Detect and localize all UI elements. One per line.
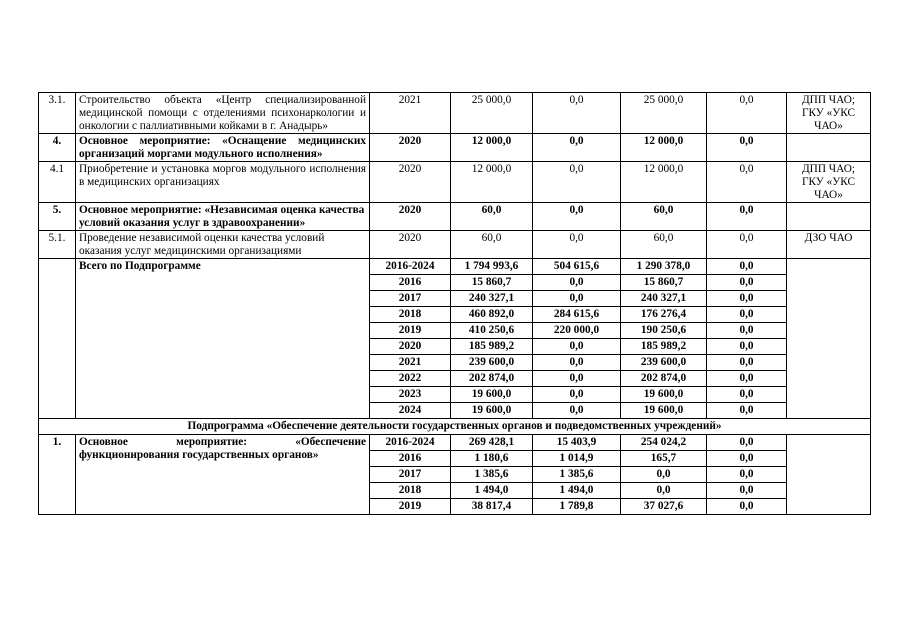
subprogram-heading: Подпрограмма «Обеспечение деятельности государственных органов и подведомственных учреждений» <box>39 419 871 435</box>
year-cell: 2021 <box>370 93 451 134</box>
year-cell: 2018 <box>370 483 451 499</box>
year-cell: 2016 <box>370 451 451 467</box>
total-cell: 460 892,0 <box>451 307 533 323</box>
empty-executor-cell <box>787 259 871 419</box>
federal-budget-cell: 0,0 <box>533 134 621 162</box>
total-cell: 60,0 <box>451 203 533 231</box>
other-sources-cell: 0,0 <box>707 371 787 387</box>
total-cell: 202 874,0 <box>451 371 533 387</box>
federal-budget-cell: 15 403,9 <box>533 435 621 451</box>
total-cell: 239 600,0 <box>451 355 533 371</box>
executor-cell <box>787 203 871 231</box>
year-cell: 2019 <box>370 499 451 515</box>
total-cell: 15 860,7 <box>451 275 533 291</box>
executor-cell: ДПП ЧАО; ГКУ «УКС ЧАО» <box>787 162 871 203</box>
year-cell: 2022 <box>370 371 451 387</box>
empty-number-cell <box>39 259 76 419</box>
total-cell: 1 385,6 <box>451 467 533 483</box>
table-row <box>39 93 871 134</box>
district-budget-cell: 19 600,0 <box>621 387 707 403</box>
federal-budget-cell: 284 615,6 <box>533 307 621 323</box>
other-sources-cell: 0,0 <box>707 323 787 339</box>
total-cell: 38 817,4 <box>451 499 533 515</box>
executor-cell <box>787 134 871 162</box>
activity-name: Строительство объекта «Центр специализированной медицинской помощи с отделениями психонаркологии и онкологии с паллиативными койками в г. Анадырь» <box>76 93 370 134</box>
other-sources-cell: 0,0 <box>707 231 787 259</box>
other-sources-cell: 0,0 <box>707 467 787 483</box>
federal-budget-cell: 1 385,6 <box>533 467 621 483</box>
year-cell: 2016-2024 <box>370 259 451 275</box>
year-cell: 2016 <box>370 275 451 291</box>
district-budget-cell: 37 027,6 <box>621 499 707 515</box>
district-budget-cell: 0,0 <box>621 467 707 483</box>
other-sources-cell: 0,0 <box>707 275 787 291</box>
year-cell: 2020 <box>370 203 451 231</box>
activity-name: Основное мероприятие: «Оснащение медицинских организаций моргами модульного исполнения» <box>76 134 370 162</box>
year-cell: 2018 <box>370 307 451 323</box>
other-sources-cell: 0,0 <box>707 162 787 203</box>
activity-name: Проведение независимой оценки качества условий оказания услуг медицинскими организациями <box>76 231 370 259</box>
federal-budget-cell: 504 615,6 <box>533 259 621 275</box>
district-budget-cell: 240 327,1 <box>621 291 707 307</box>
federal-budget-cell: 0,0 <box>533 162 621 203</box>
other-sources-cell: 0,0 <box>707 355 787 371</box>
other-sources-cell: 0,0 <box>707 203 787 231</box>
row-number: 3.1. <box>39 93 76 134</box>
year-cell: 2017 <box>370 467 451 483</box>
year-cell: 2017 <box>370 291 451 307</box>
federal-budget-cell: 0,0 <box>533 203 621 231</box>
subtotal-label: Всего по Подпрограмме <box>76 259 370 419</box>
district-budget-cell: 202 874,0 <box>621 371 707 387</box>
other-sources-cell: 0,0 <box>707 451 787 467</box>
row-number: 5.1. <box>39 231 76 259</box>
district-budget-cell: 185 989,2 <box>621 339 707 355</box>
federal-budget-cell: 0,0 <box>533 339 621 355</box>
district-budget-cell: 60,0 <box>621 203 707 231</box>
row-number: 4.1 <box>39 162 76 203</box>
table-row <box>39 231 871 259</box>
year-cell: 2020 <box>370 162 451 203</box>
year-cell: 2020 <box>370 339 451 355</box>
district-budget-cell: 1 290 378,0 <box>621 259 707 275</box>
table-row <box>39 162 871 203</box>
district-budget-cell: 165,7 <box>621 451 707 467</box>
federal-budget-cell: 0,0 <box>533 371 621 387</box>
district-budget-cell: 12 000,0 <box>621 134 707 162</box>
table-row <box>39 134 871 162</box>
total-cell: 1 494,0 <box>451 483 533 499</box>
other-sources-cell: 0,0 <box>707 387 787 403</box>
other-sources-cell: 0,0 <box>707 307 787 323</box>
other-sources-cell: 0,0 <box>707 483 787 499</box>
other-sources-cell: 0,0 <box>707 93 787 134</box>
subtotal-row <box>39 259 871 275</box>
total-cell: 12 000,0 <box>451 134 533 162</box>
year-cell: 2020 <box>370 134 451 162</box>
total-cell: 1 794 993,6 <box>451 259 533 275</box>
federal-budget-cell: 0,0 <box>533 403 621 419</box>
executor-cell: ДЗО ЧАО <box>787 231 871 259</box>
total-cell: 240 327,1 <box>451 291 533 307</box>
subprogram-heading-row <box>39 419 871 435</box>
budget-table <box>38 92 871 515</box>
district-budget-cell: 19 600,0 <box>621 403 707 419</box>
federal-budget-cell: 0,0 <box>533 231 621 259</box>
federal-budget-cell: 1 014,9 <box>533 451 621 467</box>
district-budget-cell: 15 860,7 <box>621 275 707 291</box>
activity-name: Основное мероприятие: «Независимая оценка качества условий оказания услуг в здравоохранении» <box>76 203 370 231</box>
federal-budget-cell: 0,0 <box>533 291 621 307</box>
district-budget-cell: 176 276,4 <box>621 307 707 323</box>
federal-budget-cell: 0,0 <box>533 387 621 403</box>
district-budget-cell: 190 250,6 <box>621 323 707 339</box>
other-sources-cell: 0,0 <box>707 339 787 355</box>
district-budget-cell: 25 000,0 <box>621 93 707 134</box>
total-cell: 410 250,6 <box>451 323 533 339</box>
other-sources-cell: 0,0 <box>707 134 787 162</box>
total-cell: 1 180,6 <box>451 451 533 467</box>
other-sources-cell: 0,0 <box>707 403 787 419</box>
total-cell: 12 000,0 <box>451 162 533 203</box>
district-budget-cell: 12 000,0 <box>621 162 707 203</box>
year-cell: 2016-2024 <box>370 435 451 451</box>
other-sources-cell: 0,0 <box>707 499 787 515</box>
year-cell: 2024 <box>370 403 451 419</box>
empty-executor-cell <box>787 435 871 515</box>
district-budget-cell: 0,0 <box>621 483 707 499</box>
other-sources-cell: 0,0 <box>707 435 787 451</box>
total-cell: 60,0 <box>451 231 533 259</box>
executor-cell: ДПП ЧАО; ГКУ «УКС ЧАО» <box>787 93 871 134</box>
row-number: 1. <box>39 435 76 515</box>
federal-budget-cell: 0,0 <box>533 355 621 371</box>
district-budget-cell: 239 600,0 <box>621 355 707 371</box>
table-row <box>39 435 871 451</box>
activity-name: Основное мероприятие: «Обеспечение функционирования государственных органов» <box>76 435 370 515</box>
activity-name: Приобретение и установка моргов модульного исполнения в медицинских организациях <box>76 162 370 203</box>
year-cell: 2019 <box>370 323 451 339</box>
year-cell: 2021 <box>370 355 451 371</box>
other-sources-cell: 0,0 <box>707 291 787 307</box>
total-cell: 19 600,0 <box>451 403 533 419</box>
total-cell: 25 000,0 <box>451 93 533 134</box>
other-sources-cell: 0,0 <box>707 259 787 275</box>
district-budget-cell: 60,0 <box>621 231 707 259</box>
federal-budget-cell: 1 494,0 <box>533 483 621 499</box>
federal-budget-cell: 220 000,0 <box>533 323 621 339</box>
federal-budget-cell: 0,0 <box>533 275 621 291</box>
table-row <box>39 203 871 231</box>
federal-budget-cell: 1 789,8 <box>533 499 621 515</box>
row-number: 5. <box>39 203 76 231</box>
row-number: 4. <box>39 134 76 162</box>
district-budget-cell: 254 024,2 <box>621 435 707 451</box>
total-cell: 19 600,0 <box>451 387 533 403</box>
total-cell: 185 989,2 <box>451 339 533 355</box>
year-cell: 2020 <box>370 231 451 259</box>
federal-budget-cell: 0,0 <box>533 93 621 134</box>
year-cell: 2023 <box>370 387 451 403</box>
total-cell: 269 428,1 <box>451 435 533 451</box>
